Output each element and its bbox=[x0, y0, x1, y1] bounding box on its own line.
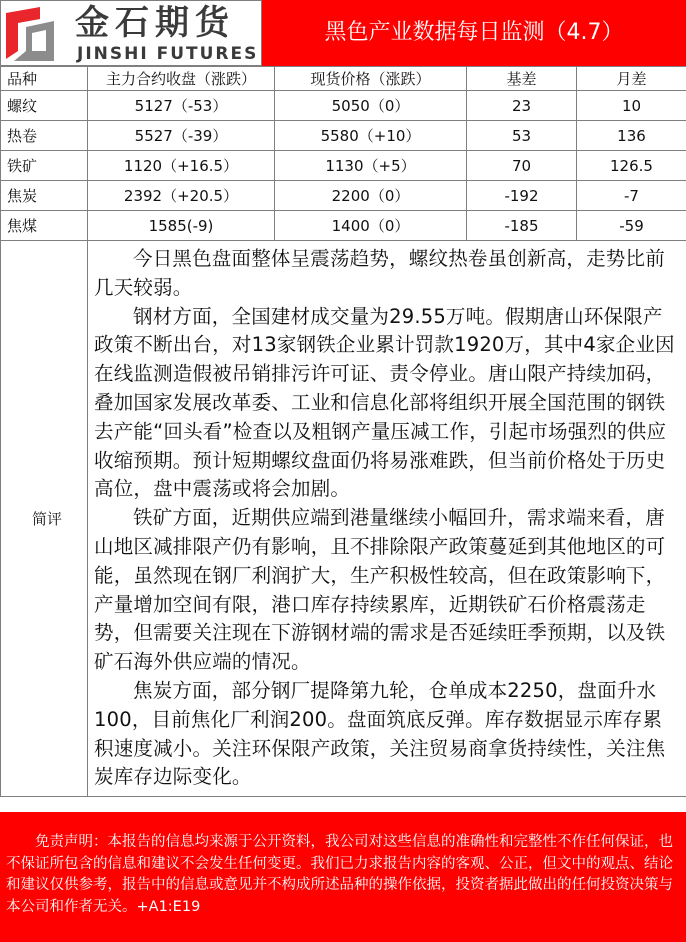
comment-paragraph-coke: 焦炭方面，部分钢厂提降第九轮，仓单成本2250，盘面升水100，目前焦化厂利润200。盘面筑底反弹。库存数据显示库存累积速度减小。关注环保限产政策，关注贸易商拿货持续性，关注焦炭库存边际变化。 bbox=[94, 678, 666, 789]
company-logo bbox=[0, 0, 262, 66]
comment-row bbox=[1, 241, 686, 797]
table-row bbox=[1, 211, 686, 241]
cell-main-contract-close: 5127（-53） bbox=[88, 91, 275, 121]
cell-basis: 70 bbox=[467, 151, 577, 181]
header-spot-price: 现货价格（涨跌） bbox=[275, 67, 467, 91]
comment-paragraph-steel: 钢材方面，全国建材成交量为29.55万吨。假期唐山环保限产政策不断出台，对13家钢铁企业累计罚款1920万，其中4家企业因在线监测造假被吊销排污许可证、责令停业。唐山限产持续加码，叠加国家发展改革委、工业和信息化部将组织开展全国范围的钢铁去产能“回头看”检查以及粗钢产量压减工作，引起市场强烈的供应收缩预期。预计短期螺纹盘面仍将易涨难跌，但当前价格处于历史高位，盘中震荡或将会加剧。 bbox=[94, 304, 675, 501]
cell-variety: 焦炭 bbox=[1, 181, 88, 211]
header-basis: 基差 bbox=[467, 67, 577, 91]
cell-main-contract-close: 5527（-39） bbox=[88, 121, 275, 151]
jinshi-logo-icon bbox=[6, 7, 64, 61]
cell-main-contract-close: 1120（+16.5） bbox=[88, 151, 275, 181]
cell-spot-price: 5050（0） bbox=[275, 91, 467, 121]
report-header bbox=[0, 0, 686, 66]
cell-month-spread: 136 bbox=[577, 121, 686, 151]
cell-spot-price: 5580（+10） bbox=[275, 121, 467, 151]
cell-month-spread: -7 bbox=[577, 181, 686, 211]
cell-month-spread: 10 bbox=[577, 91, 686, 121]
comment-paragraph-iron-ore: 铁矿方面，近期供应端到港量继续小幅回升，需求端来看，唐山地区减排限产仍有影响，且不排除限产政策蔓延到其他地区的可能，虽然现在钢厂利润扩大，生产积极性较高，但在政策影响下，产量增加空间有限，港口库存持续累库，近期铁矿石价格震荡走势，但需要关注现在下游钢材端的需求是否延续旺季预期，以及铁矿石海外供应端的情况。 bbox=[94, 506, 666, 674]
table-row bbox=[1, 121, 686, 151]
header-main-contract-close: 主力合约收盘（涨跌） bbox=[88, 67, 275, 91]
cell-variety: 铁矿 bbox=[1, 151, 88, 181]
table-row bbox=[1, 151, 686, 181]
cell-basis: -185 bbox=[467, 211, 577, 241]
disclaimer-text: 免责声明：本报告的信息均来源于公开资料，我公司对这些信息的准确性和完整性不作任何保证，也不保证所包含的信息和建议不会发生任何变更。我们已力求报告内容的客观、公正，但文中的观点、结论和建议仅供参考，报告中的信息或意见并不构成所述品种的操作依据，投资者据此做出的任何投资决策与本公司和作者无关。+A1:E19 bbox=[6, 834, 673, 915]
report-title: 黑色产业数据每日监测（4.7） bbox=[324, 20, 624, 45]
cell-month-spread: -59 bbox=[577, 211, 686, 241]
header-variety: 品种 bbox=[1, 67, 88, 91]
cell-variety: 焦煤 bbox=[1, 211, 88, 241]
table-row bbox=[1, 181, 686, 211]
cell-variety: 热卷 bbox=[1, 121, 88, 151]
data-table bbox=[0, 66, 686, 797]
cell-spot-price: 2200（0） bbox=[275, 181, 467, 211]
logo-chinese-name: 金石期货 bbox=[75, 3, 235, 43]
comment-label: 简评 bbox=[1, 241, 88, 797]
cell-variety: 螺纹 bbox=[1, 91, 88, 121]
logo-english-name: JINSHI FUTURES bbox=[77, 44, 259, 64]
cell-main-contract-close: 2392（+20.5） bbox=[88, 181, 275, 211]
cell-main-contract-close: 1585(-9) bbox=[88, 211, 275, 241]
cell-spot-price: 1130（+5） bbox=[275, 151, 467, 181]
cell-month-spread: 126.5 bbox=[577, 151, 686, 181]
cell-basis: 53 bbox=[467, 121, 577, 151]
disclaimer-box bbox=[0, 812, 686, 942]
table-row bbox=[1, 91, 686, 121]
cell-basis: -192 bbox=[467, 181, 577, 211]
comment-paragraph-overview: 今日黑色盘面整体呈震荡趋势，螺纹热卷虽创新高，走势比前几天较弱。 bbox=[94, 247, 665, 299]
title-banner bbox=[262, 0, 686, 66]
comment-body bbox=[88, 241, 686, 797]
table-header-row bbox=[1, 67, 686, 91]
cell-spot-price: 1400（0） bbox=[275, 211, 467, 241]
cell-basis: 23 bbox=[467, 91, 577, 121]
header-month-spread: 月差 bbox=[577, 67, 686, 91]
